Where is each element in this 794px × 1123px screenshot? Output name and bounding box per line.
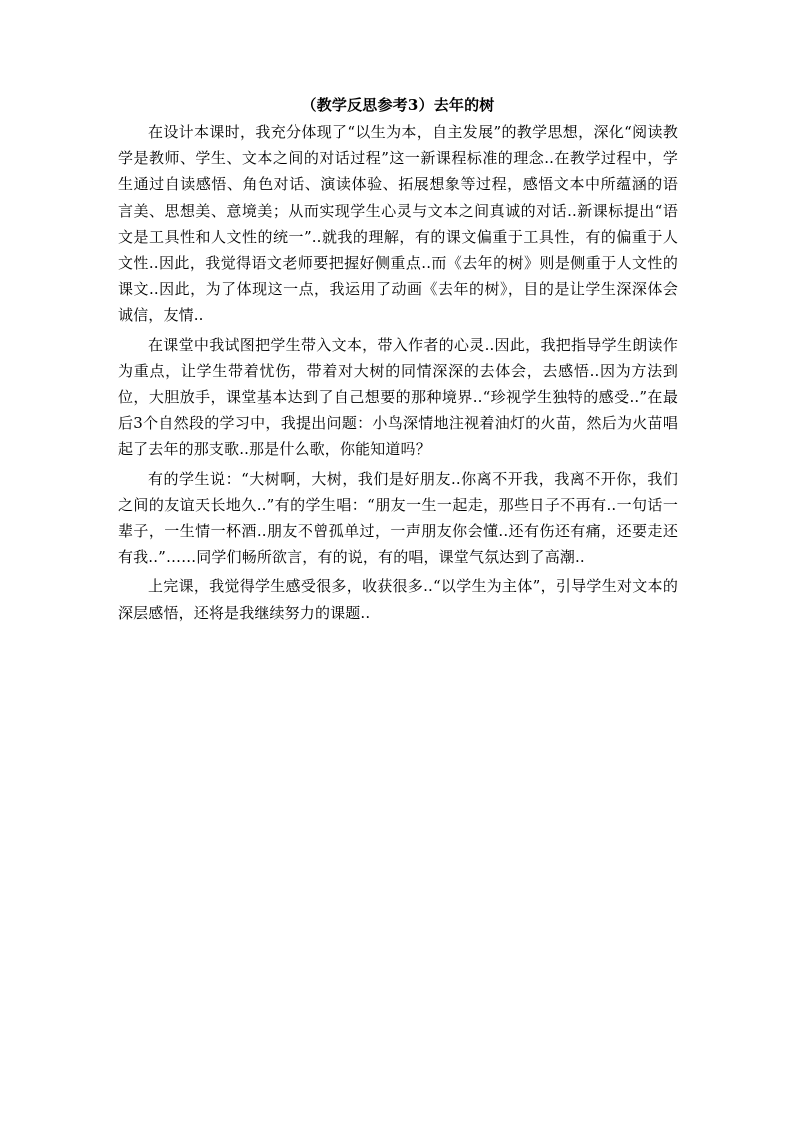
document-page [118,95,678,626]
paragraph-3: 有的学生说：“大树啊，大树，我们是好朋友..你离不开我，我离不开你，我们之间的友谊天长地久..”有的学生唱：“朋友一生一起走，那些日子不再有..一句话一辈子，一生情一杯酒..朋友不曾孤单过，一声朋友你会懂..还有伤还有痛，还要走还有我..”……同学们畅所欲言，有的说，有的唱，课堂气氛达到了高潮.. [118,469,678,567]
paragraph-2: 在课堂中我试图把学生带入文本，带入作者的心灵..因此，我把指导学生朗读作为重点，让学生带着忧伤，带着对大树的同情深深的去体会，去感悟..因为方法到位，大胆放手，课堂基本达到了自己想要的那种境界..“珍视学生独特的感受..”在最后3个自然段的学习中，我提出问题：小鸟深情地注视着油灯的火苗，然后为火苗唱起了去年的那支歌..那是什么歌，你能知道吗？ [118,335,678,459]
paragraph-4: 上完课，我觉得学生感受很多，收获很多..“以学生为主体”，引导学生对文本的深层感悟，还将是我继续努力的课题.. [118,577,678,622]
document-title: （教学反思参考3）去年的树 [301,96,495,114]
paragraph-1: 在设计本课时，我充分体现了“以生为本，自主发展”的教学思想，深化“阅读教学是教师、学生、文本之间的对话过程”这一新课程标准的理念..在教学过程中，学生通过自读感悟、角色对话、演读体验、拓展想象等过程，感悟文本中所蕴涵的语言美、思想美、意境美；从而实现学生心灵与文本之间真诚的对话..新课标提出“语文是工具性和人文性的统一”..就我的理解，有的课文偏重于工具性，有的偏重于人文性..因此，我觉得语文老师要把握好侧重点..而《去年的树》则是侧重于人文性的课文..因此，为了体现这一点，我运用了动画《去年的树》，目的是让学生深深体会诚信，友情.. [118,123,678,325]
